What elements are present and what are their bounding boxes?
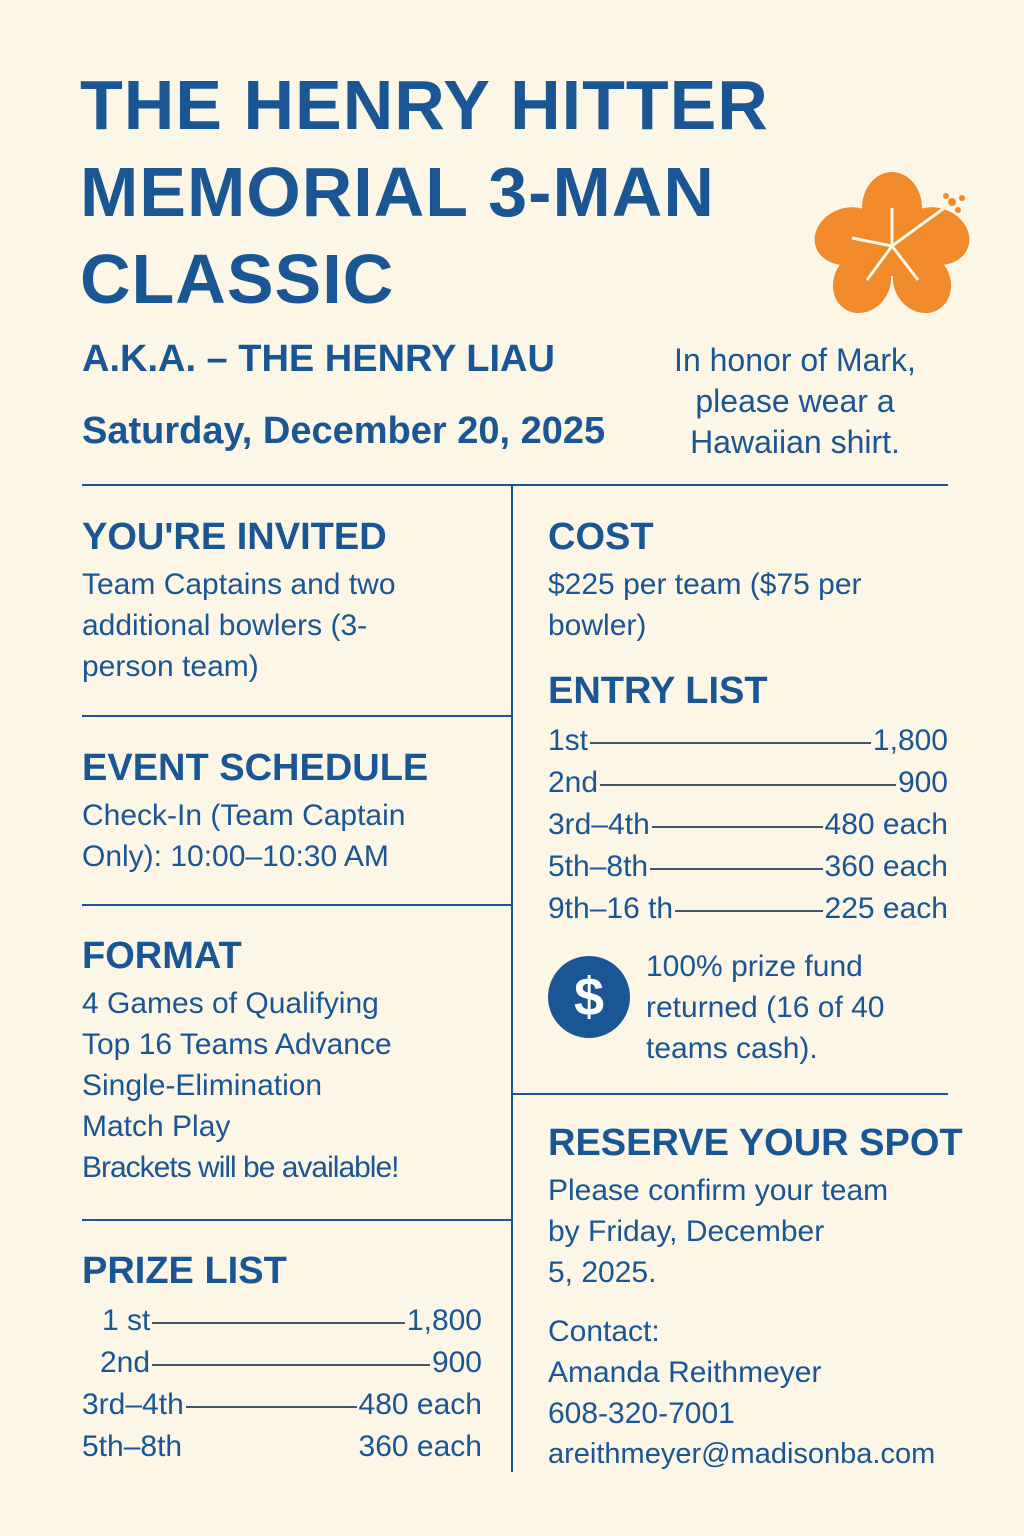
entry-row [548, 888, 948, 930]
divider [511, 486, 513, 1472]
text-line: Please confirm your team [548, 1174, 889, 1207]
honor-line: please wear a [695, 383, 895, 419]
text-line: 100% prize fund [646, 950, 863, 983]
text-line: Only): 10:00–10:30 AM [82, 840, 389, 873]
contact-name: Amanda Reithmeyer [548, 1356, 822, 1389]
amount: 900 [431, 1346, 482, 1379]
place: 1st [548, 724, 589, 757]
text-line: $225 per team ($75 per [548, 568, 862, 601]
honor-line: In honor of Mark, [674, 342, 916, 378]
prize-row [82, 1342, 482, 1384]
text-line: 5, 2025. [548, 1256, 657, 1289]
title-line: MEMORIAL 3-MAN [80, 153, 715, 231]
aka-subtitle: A.K.A. – THE HENRY LIAU [82, 338, 555, 380]
format-section [82, 933, 507, 1188]
section-heading: RESERVE YOUR SPOT [548, 1122, 963, 1164]
prize-row [82, 1300, 482, 1342]
divider [82, 1219, 512, 1221]
honor-line: Hawaiian shirt. [690, 424, 900, 460]
entry-row [548, 762, 948, 804]
section-heading: YOU'RE INVITED [82, 516, 387, 558]
section-heading: EVENT SCHEDULE [82, 747, 429, 789]
text-line: by Friday, December [548, 1215, 825, 1248]
entry-row [548, 804, 948, 846]
event-title [80, 62, 769, 323]
divider [513, 1093, 948, 1095]
text-line: Single-Elimination [82, 1069, 323, 1102]
place: 1 st [102, 1304, 151, 1337]
event-date: Saturday, December 20, 2025 [82, 410, 606, 452]
text-line: bowler) [548, 609, 647, 642]
reserve-section [548, 1120, 988, 1475]
text-line: Match Play [82, 1110, 231, 1143]
contact-email[interactable]: areithmeyer@madisonba.com [548, 1438, 936, 1470]
contact-label: Contact: [548, 1315, 660, 1348]
prize-fund-note [548, 946, 948, 1069]
dollar-icon: $ [548, 956, 630, 1038]
place: 2nd [100, 1346, 151, 1379]
place: 9th–16 th [548, 892, 674, 925]
title-line: CLASSIC [80, 240, 395, 318]
honor-note [640, 340, 950, 463]
schedule-section [82, 745, 502, 877]
text-line: 4 Games of Qualifying [82, 987, 379, 1020]
title-line: THE HENRY HITTER [80, 66, 769, 144]
text-line: person team) [82, 650, 259, 683]
section-heading: ENTRY LIST [548, 670, 768, 712]
amount: 1,800 [872, 724, 948, 757]
amount: 480 each [358, 1388, 482, 1421]
entry-list-section [548, 668, 948, 1069]
amount: 900 [897, 766, 948, 799]
divider [82, 904, 512, 906]
amount: 360 each [358, 1430, 482, 1463]
text-line: Brackets will be available! [82, 1151, 399, 1184]
entry-row [548, 846, 948, 888]
place: 3rd–4th [82, 1388, 184, 1421]
text-line: returned (16 of 40 [646, 991, 885, 1024]
text-line: Top 16 Teams Advance [82, 1028, 392, 1061]
section-heading: FORMAT [82, 935, 242, 977]
entry-row [548, 720, 948, 762]
section-heading: COST [548, 516, 654, 558]
invited-section [82, 514, 502, 687]
text-line: Team Captains and two [82, 568, 396, 601]
text-line: additional bowlers (3- [82, 609, 368, 642]
hibiscus-icon [812, 168, 972, 318]
amount: 480 each [824, 808, 948, 841]
amount: 225 each [824, 892, 948, 925]
cost-section [548, 514, 948, 646]
place: 2nd [548, 766, 599, 799]
contact-phone[interactable]: 608-320-7001 [548, 1397, 735, 1430]
text-line: teams cash). [646, 1032, 818, 1065]
place: 3rd–4th [548, 808, 650, 841]
place: 5th–8th [82, 1430, 183, 1463]
amount: 1,800 [406, 1304, 482, 1337]
prize-list-section [82, 1248, 482, 1468]
section-heading: PRIZE LIST [82, 1250, 287, 1292]
prize-row [82, 1384, 482, 1426]
text-line: Check-In (Team Captain [82, 799, 406, 832]
divider [82, 484, 948, 486]
place: 5th–8th [548, 850, 649, 883]
divider [82, 715, 512, 717]
amount: 360 each [824, 850, 948, 883]
prize-row [82, 1426, 482, 1468]
